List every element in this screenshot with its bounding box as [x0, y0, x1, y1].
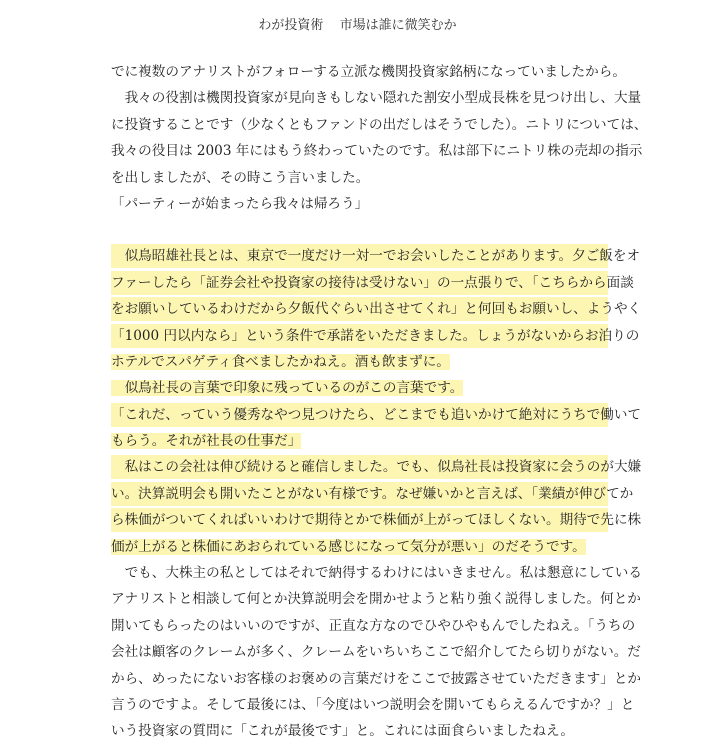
text-line: 「パーティーが始まったら我々は帰ろう」 [111, 195, 369, 212]
highlighted-text-line: 「1000 円以内なら」という条件で承諾をいただきました。しょうがないからお泊りの [111, 324, 608, 348]
highlighted-text-line: ら株価がついてくればいいわけで期待とかで株価が上がってほしくない。期待で先に株 [111, 508, 608, 532]
text-line: いう投資家の質問に「これが最後です」と。これには面食らいましたねえ。 [111, 723, 575, 740]
text-line: アナリストと相談して何とか決算説明会を開かせようと粘り強く説得しました。何とか [111, 591, 641, 608]
text-line: 会社は顧客のクレームが多く、クレームをいちいちここで紹介してたら切りがない。だ [111, 644, 641, 661]
text-line: から、めったにないお客様のお褒めの言葉だけをここで披露させていただきます」とか [111, 670, 642, 687]
highlighted-text-line: ホテルでスパゲティ食べましたかねえ。酒も飲まずに。 [111, 353, 450, 370]
highlighted-text-line: い。決算説明会も開いたことがない有様です。なぜ嫌いかと言えば、「業績が伸びてか [111, 482, 608, 506]
highlighted-text-line: をお願いしているわけだから夕飯代ぐらい出させてくれ」と何回もお願いし、ようやく [111, 297, 608, 321]
running-header [0, 14, 715, 33]
text-line: 言うのですよ。そして最後には、「今度はいつ説明会を開いてもらえるんですか？」と [111, 696, 635, 713]
highlighted-text-line: 似鳥社長の言葉で印象に残っているのがこの言葉です。 [111, 380, 464, 397]
text-line: でに複数のアナリストがフォローする立派な機関投資家銘柄になっていましたから。 [111, 64, 626, 80]
text-line: でも、大株主の私としてはそれで納得するわけにはいきません。私は懇意にしている [111, 565, 642, 582]
page-body [111, 60, 648, 746]
highlighted-text-line: 似鳥昭雄社長とは、東京で一度だけ一対一でお会いしたことがあります。夕ご飯をオ [111, 244, 608, 268]
highlighted-text-line: 私はこの会社は伸び続けると確信しました。でも、似鳥社長は投資家に会うのが大嫌 [111, 455, 608, 479]
highlighted-text-line: 価が上がると株価にあおられている感じになって気分が悪い」のだそうです。 [111, 538, 586, 555]
text-line: 開いてもらったのはいいのですが、正直な方なのでひやひやもんでしたねえ。「うちの [111, 617, 636, 634]
text-line: 我々の役目は 2003 年にはもう終わっていたのです。私は部下にニトリ株の売却の指示 [111, 143, 643, 160]
text-line: に投資することです（少なくともファンドの出だしはそうでした）。ニトリについては、 [111, 116, 648, 133]
chapter-title: 市場は誰に微笑むか [339, 18, 457, 33]
highlighted-text-line: 「これだ、っていう優秀なやつ見つけたら、どこまでも追いかけて絶対にうちで働いて [111, 403, 608, 427]
book-title: わが投資術 [258, 18, 324, 33]
paragraph-gap [111, 218, 608, 244]
highlighted-text-line: もらう。それが社長の仕事だ」 [111, 433, 302, 450]
text-line: 我々の役割は機関投資家が見向きもしない隠れた割安小型成長株を見つけ出し、大量 [111, 90, 642, 107]
highlighted-text-line: ファーしたら「証券会社や投資家の接待は受けない」の一点張りで、「こちらから面談 [111, 271, 608, 295]
text-line: を出しましたが、その時こう言いました。 [111, 169, 370, 186]
